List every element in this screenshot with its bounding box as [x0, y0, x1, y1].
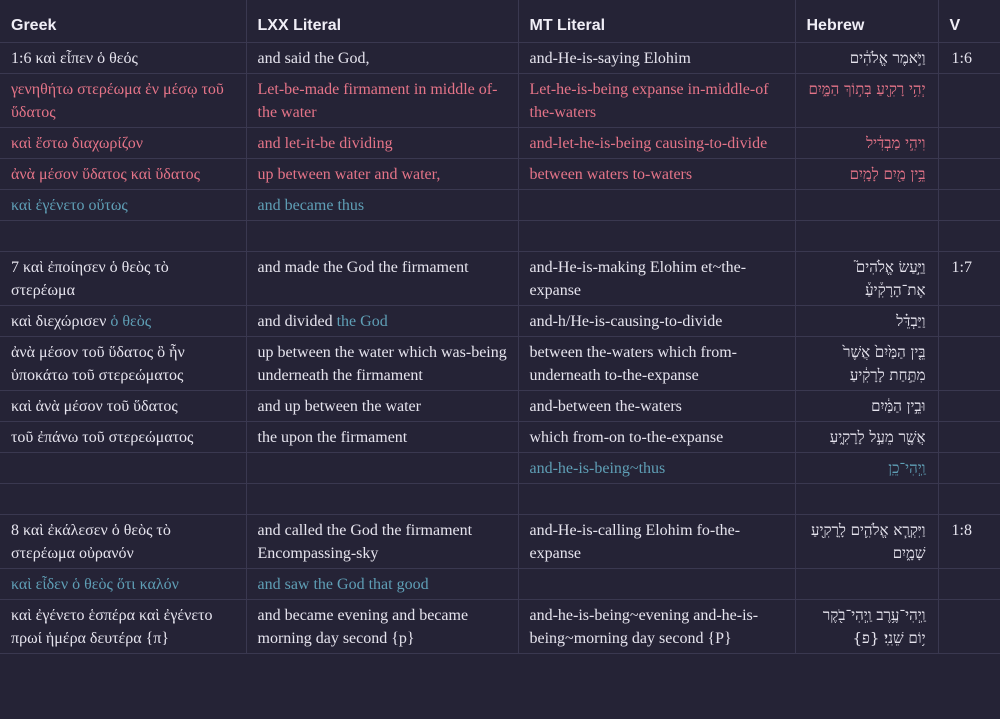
- greek-cell: καὶ ἐγένετο ἑσπέρα καὶ ἐγένετο πρωί ἡμέρα δευτέρα {π}: [0, 600, 246, 654]
- hebrew-cell: וּבֵ֣ין הַמַּ֔יִם: [795, 391, 938, 422]
- empty-cell: [0, 221, 246, 252]
- verse-cell: [938, 337, 1000, 391]
- header-row: [0, 0, 1000, 43]
- verse-cell: [938, 128, 1000, 159]
- table-row: [0, 337, 1000, 391]
- mt-cell: [518, 569, 795, 600]
- verse-cell: [938, 600, 1000, 654]
- lxx-highlight: the God: [336, 313, 388, 330]
- lxx-cell: the upon the firmament: [246, 422, 518, 453]
- verse-cell: [938, 74, 1000, 128]
- header-verse[interactable]: V: [938, 0, 1000, 43]
- header-mt-literal[interactable]: MT Literal: [518, 0, 795, 43]
- mt-cell: [518, 190, 795, 221]
- lxx-cell: and became evening and became morning day second {p}: [246, 600, 518, 654]
- table-row: [0, 453, 1000, 484]
- lxx-cell: Let-be-made firmament in middle of-the water: [246, 74, 518, 128]
- greek-cell: καὶ ἔστω διαχωρίζον: [0, 128, 246, 159]
- header-lxx-literal[interactable]: LXX Literal: [246, 0, 518, 43]
- mt-cell: and-He-is-calling Elohim fo-the-expanse: [518, 515, 795, 569]
- verse-cell: [938, 306, 1000, 337]
- verse-cell: [938, 453, 1000, 484]
- lxx-cell: and became thus: [246, 190, 518, 221]
- table-row: [0, 600, 1000, 654]
- table-row: [0, 569, 1000, 600]
- verse-cell: [938, 391, 1000, 422]
- greek-cell: 1:6 καὶ εἶπεν ὁ θεός: [0, 43, 246, 74]
- table-row: [0, 190, 1000, 221]
- lxx-text: and divided: [257, 313, 337, 330]
- hebrew-cell: בֵּ֥ין מַ֖יִם לָמָֽיִם: [795, 159, 938, 190]
- verse-cell: [938, 422, 1000, 453]
- hebrew-cell: וַֽיְהִי־עֶ֥רֶב וַֽיְהִי־בֹ֖קֶר י֥וֹם שֵׁנִֽי׃ {פ}: [795, 600, 938, 654]
- empty-cell: [0, 484, 246, 515]
- lxx-cell: up between water and water,: [246, 159, 518, 190]
- mt-cell: and-he-is-being~evening and-he-is-being~morning day second {P}: [518, 600, 795, 654]
- mt-cell: which from-on to-the-expanse: [518, 422, 795, 453]
- verse-cell: [938, 190, 1000, 221]
- greek-cell: ἀνὰ μέσον τοῦ ὕδατος ὃ ἦν ὑποκάτω τοῦ στερεώματος: [0, 337, 246, 391]
- table-row: [0, 74, 1000, 128]
- lxx-cell: and called the God the firmament Encompassing-sky: [246, 515, 518, 569]
- empty-cell: [795, 221, 938, 252]
- mt-cell: and-he-is-being~thus: [518, 453, 795, 484]
- mt-cell: and-He-is-saying Elohim: [518, 43, 795, 74]
- hebrew-cell: וַיַּבְדֵּ֗ל: [795, 306, 938, 337]
- empty-cell: [938, 221, 1000, 252]
- hebrew-cell: יְהִ֥י רָקִ֖יעַ בְּת֣וֹךְ הַמָּ֑יִם: [795, 74, 938, 128]
- greek-highlight: ὁ θεὸς: [110, 313, 152, 330]
- hebrew-cell: וַֽיְהִי־כֵֽן: [795, 453, 938, 484]
- spacer-row: [0, 484, 1000, 515]
- hebrew-cell: וַיֹּ֣אמֶר אֱלֹהִ֔ים: [795, 43, 938, 74]
- table-row: [0, 252, 1000, 306]
- empty-cell: [246, 484, 518, 515]
- hebrew-cell: [795, 569, 938, 600]
- table-row: [0, 515, 1000, 569]
- hebrew-cell: וַיַּ֣עַשׂ אֱלֹהִים֮ אֶת־הָרָקִ֒יעַ֒: [795, 252, 938, 306]
- greek-cell: 7 καὶ ἐποίησεν ὁ θεὸς τὸ στερέωμα: [0, 252, 246, 306]
- verse-cell: [938, 569, 1000, 600]
- empty-cell: [518, 484, 795, 515]
- greek-cell: καὶ ἀνὰ μέσον τοῦ ὕδατος: [0, 391, 246, 422]
- empty-cell: [246, 221, 518, 252]
- greek-cell: 8 καὶ ἐκάλεσεν ὁ θεὸς τὸ στερέωμα οὐρανόν: [0, 515, 246, 569]
- table-row: [0, 43, 1000, 74]
- table-row: [0, 306, 1000, 337]
- greek-cell: [0, 306, 246, 337]
- greek-cell: [0, 453, 246, 484]
- empty-cell: [795, 484, 938, 515]
- hebrew-cell: וִיהִ֣י מַבְדִּ֔יל: [795, 128, 938, 159]
- mt-cell: and-h/He-is-causing-to-divide: [518, 306, 795, 337]
- lxx-cell: and saw the God that good: [246, 569, 518, 600]
- header-greek[interactable]: Greek: [0, 0, 246, 43]
- greek-cell: τοῦ ἐπάνω τοῦ στερεώματος: [0, 422, 246, 453]
- lxx-cell: and up between the water: [246, 391, 518, 422]
- greek-text: καὶ διεχώρισεν: [11, 313, 111, 330]
- greek-cell: γενηθήτω στερέωμα ἐν μέσῳ τοῦ ὕδατος: [0, 74, 246, 128]
- spacer-row: [0, 221, 1000, 252]
- verse-cell: [938, 159, 1000, 190]
- empty-cell: [518, 221, 795, 252]
- header-hebrew[interactable]: Hebrew: [795, 0, 938, 43]
- table-row: [0, 128, 1000, 159]
- mt-cell: and-let-he-is-being causing-to-divide: [518, 128, 795, 159]
- verse-cell: 1:6: [938, 43, 1000, 74]
- empty-cell: [938, 484, 1000, 515]
- table-row: [0, 391, 1000, 422]
- mt-cell: between waters to-waters: [518, 159, 795, 190]
- lxx-cell: and let-it-be dividing: [246, 128, 518, 159]
- lxx-cell: [246, 453, 518, 484]
- lxx-cell: and made the God the firmament: [246, 252, 518, 306]
- verse-cell: 1:8: [938, 515, 1000, 569]
- hebrew-cell: אֲשֶׁ֖ר מֵעַ֣ל לָרָקִ֑יעַ: [795, 422, 938, 453]
- greek-cell: ἀνὰ μέσον ὕδατος καὶ ὕδατος: [0, 159, 246, 190]
- lxx-cell: up between the water which was-being underneath the firmament: [246, 337, 518, 391]
- table-row: [0, 159, 1000, 190]
- mt-cell: and-between the-waters: [518, 391, 795, 422]
- mt-cell: between the-waters which from-underneath to-the-expanse: [518, 337, 795, 391]
- greek-cell: καὶ ἐγένετο οὕτως: [0, 190, 246, 221]
- greek-cell: καὶ εἶδεν ὁ θεὸς ὅτι καλόν: [0, 569, 246, 600]
- table-row: [0, 422, 1000, 453]
- mt-cell: Let-he-is-being expanse in-middle-of the-waters: [518, 74, 795, 128]
- lxx-cell: [246, 306, 518, 337]
- hebrew-cell: [795, 190, 938, 221]
- hebrew-cell: בֵּ֤ין הַמַּ֙יִם֙ אֲשֶׁר֙ מִתַּ֣חַת לָרָקִ֔יעַ: [795, 337, 938, 391]
- lxx-cell: and said the God,: [246, 43, 518, 74]
- hebrew-cell: וַיִּקְרָ֧א אֱלֹהִ֛ים לָֽרָקִ֖יעַ שָׁמָ֑יִם: [795, 515, 938, 569]
- verse-cell: 1:7: [938, 252, 1000, 306]
- mt-cell: and-He-is-making Elohim et~the-expanse: [518, 252, 795, 306]
